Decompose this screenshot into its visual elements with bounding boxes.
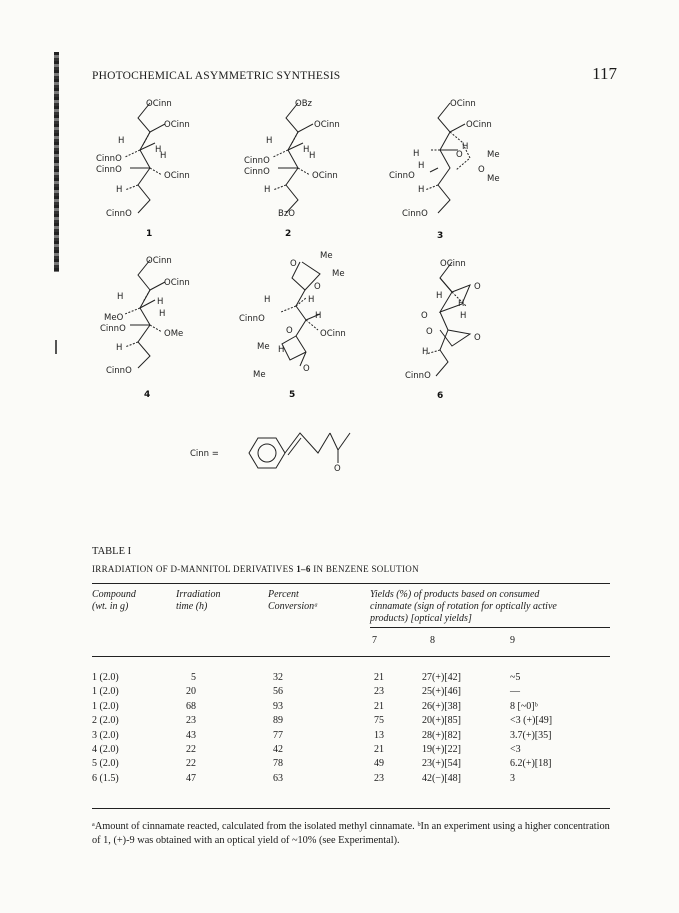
- svg-text:H: H: [315, 311, 322, 321]
- table-cell-compound: 5 (2.0): [92, 758, 119, 770]
- table-cell-p9: —: [510, 686, 520, 698]
- svg-text:H: H: [160, 151, 167, 161]
- table-cell-time: 5: [191, 672, 196, 683]
- svg-text:Me: Me: [487, 150, 500, 160]
- svg-text:Me: Me: [257, 342, 270, 352]
- svg-text:H: H: [436, 291, 443, 301]
- table-cell-p8: 26(+)[38]: [422, 700, 461, 712]
- svg-text:H: H: [460, 311, 467, 321]
- product-column-9: 9: [510, 635, 515, 646]
- svg-text:CinnO: CinnO: [106, 366, 132, 376]
- table-caption: IRRADIATION OF D-MANNITOL DERIVATIVES 1–6 IN BENZENE SOLUTION: [92, 564, 419, 574]
- svg-text:H: H: [303, 145, 310, 155]
- table-cell-compound: 1 (2.0): [92, 672, 119, 683]
- page-number: 117: [592, 64, 617, 83]
- table-bottom-rule: [92, 808, 610, 809]
- structure-label-2: 2: [285, 229, 292, 239]
- footnote-a: ᵃAmount of cinnamate reacted, calculated from the isolated methyl cinnamate.: [92, 821, 415, 832]
- table-cell-p9: 3: [510, 772, 515, 784]
- svg-text:Me: Me: [332, 269, 345, 279]
- table-cell-p9: 3.7(+)[35]: [510, 729, 552, 741]
- table-cell-time: 47: [186, 772, 196, 784]
- table-cell-p9: 6.2(+)[18]: [510, 758, 552, 770]
- table-cell-compound: 4 (2.0): [92, 744, 119, 755]
- svg-text:O: O: [286, 326, 293, 336]
- header-yields: Yields (%) of products based on consumed cinnamate (sign of rotation for optically active products) [optical yields]: [370, 589, 557, 624]
- svg-text:H: H: [266, 136, 273, 146]
- table-cell-compound: 1 (2.0): [92, 686, 119, 698]
- header-bottom-rule: [92, 656, 610, 657]
- structure-label-4: 4: [144, 390, 151, 400]
- table-footnotes: [92, 820, 612, 848]
- svg-text:CinnO: CinnO: [96, 165, 122, 175]
- svg-text:OMe: OMe: [164, 329, 184, 339]
- table-cell-p7: 23: [374, 686, 384, 698]
- table-cell-p9: <3: [510, 744, 521, 755]
- structure-label-5: 5: [289, 390, 296, 400]
- table-title: TABLE I: [92, 546, 132, 557]
- table-cell-p7: 23: [374, 772, 384, 784]
- svg-text:H: H: [116, 343, 123, 353]
- table-cell-conversion: 42: [273, 744, 283, 755]
- structure-6: [405, 259, 481, 401]
- product-column-7: 7: [372, 635, 377, 646]
- svg-text:O: O: [290, 259, 297, 269]
- svg-text:CinnO: CinnO: [106, 209, 132, 219]
- svg-text:OCinn: OCinn: [146, 99, 172, 109]
- table-top-rule: [92, 583, 610, 584]
- structure-2: [244, 99, 340, 239]
- running-head: PHOTOCHEMICAL ASYMMETRIC SYNTHESIS: [92, 70, 341, 82]
- structure-label-1: 1: [146, 229, 153, 239]
- svg-text:CinnO: CinnO: [96, 154, 122, 164]
- table-cell-p8: 42(−)[48]: [422, 772, 461, 784]
- table-cell-conversion: 56: [273, 686, 283, 698]
- svg-text:H: H: [118, 136, 125, 146]
- svg-text:H: H: [422, 347, 429, 357]
- svg-text:OCinn: OCinn: [450, 99, 476, 109]
- svg-text:H: H: [309, 151, 316, 161]
- svg-text:H: H: [462, 142, 469, 152]
- svg-text:Me: Me: [253, 370, 266, 380]
- svg-text:H: H: [117, 292, 124, 302]
- svg-text:O: O: [334, 464, 341, 474]
- svg-text:Me: Me: [487, 174, 500, 184]
- table-cell-p7: 75: [374, 715, 384, 727]
- svg-text:CinnO: CinnO: [244, 167, 270, 177]
- yields-subrule: [370, 627, 610, 628]
- svg-text:O: O: [421, 311, 428, 321]
- svg-text:O: O: [474, 333, 481, 343]
- table-cell-p7: 21: [374, 672, 384, 683]
- svg-text:Me: Me: [320, 251, 333, 261]
- table-cell-p9: ~5: [510, 672, 521, 683]
- header-irradiation-time: Irradiation time (h): [176, 589, 221, 612]
- svg-text:H: H: [264, 185, 271, 195]
- table-cell-p8: 27(+)[42]: [422, 672, 461, 683]
- svg-text:OCinn: OCinn: [164, 171, 190, 181]
- header-compound: Compound (wt. in g): [92, 589, 136, 612]
- svg-text:BzO: BzO: [278, 209, 295, 219]
- svg-text:H: H: [418, 185, 425, 195]
- svg-text:H: H: [159, 309, 166, 319]
- svg-text:CinnO: CinnO: [402, 209, 428, 219]
- svg-text:OCinn: OCinn: [320, 329, 346, 339]
- svg-text:OCinn: OCinn: [314, 120, 340, 130]
- table-cell-p7: 21: [374, 744, 384, 755]
- table-cell-p8: 25(+)[46]: [422, 686, 461, 698]
- table-cell-compound: 3 (2.0): [92, 729, 119, 741]
- structure-3: [389, 99, 500, 241]
- table-cell-conversion: 77: [273, 729, 283, 741]
- svg-text:CinnO: CinnO: [244, 156, 270, 166]
- svg-text:H: H: [308, 295, 315, 305]
- svg-text:CinnO: CinnO: [389, 171, 415, 181]
- svg-text:CinnO: CinnO: [100, 324, 126, 334]
- table-cell-time: 22: [186, 758, 196, 770]
- table-cell-compound: 6 (1.5): [92, 772, 119, 784]
- table-cell-time: 23: [186, 715, 196, 727]
- structure-4: [100, 256, 190, 400]
- svg-text:MeO: MeO: [104, 313, 124, 323]
- svg-text:OCinn: OCinn: [164, 120, 190, 130]
- table-cell-p8: 19(+)[22]: [422, 744, 461, 755]
- footnote-b: ᵇIn an experiment using a higher concentration of 1, (+)-9 was obtained with an optical yield of ~10% (see Experimental).: [92, 821, 610, 846]
- svg-text:O: O: [474, 282, 481, 292]
- table-cell-conversion: 89: [273, 715, 283, 727]
- table-cell-time: 20: [186, 686, 196, 698]
- svg-text:O: O: [314, 282, 321, 292]
- svg-text:H: H: [418, 161, 425, 171]
- svg-text:H: H: [155, 145, 162, 155]
- table-cell-time: 22: [186, 744, 196, 755]
- svg-text:H: H: [413, 149, 420, 159]
- table-cell-p7: 13: [374, 729, 384, 741]
- table-cell-conversion: 32: [273, 672, 283, 683]
- svg-text:O: O: [456, 150, 463, 160]
- table-cell-p9: 8 [~0]ᵇ: [510, 700, 538, 712]
- structure-label-3: 3: [437, 231, 444, 241]
- table-cell-p9: <3 (+)[49]: [510, 715, 553, 727]
- table-cell-conversion: 63: [273, 772, 283, 784]
- svg-text:O: O: [478, 165, 485, 175]
- svg-text:OCinn: OCinn: [146, 256, 172, 266]
- svg-text:OCinn: OCinn: [312, 171, 338, 181]
- structure-5: [239, 251, 346, 400]
- svg-text:H: H: [458, 299, 465, 309]
- table-cell-conversion: 93: [273, 700, 283, 712]
- table-cell-p8: 23(+)[54]: [422, 758, 461, 770]
- svg-text:OCinn: OCinn: [466, 120, 492, 130]
- svg-text:H: H: [157, 297, 164, 307]
- table-cell-p7: 49: [374, 758, 384, 770]
- table-cell-compound: 2 (2.0): [92, 715, 119, 727]
- svg-text:O: O: [303, 364, 310, 374]
- table-cell-p8: 28(+)[82]: [422, 729, 461, 741]
- svg-text:O: O: [426, 327, 433, 337]
- svg-text:OBz: OBz: [295, 99, 312, 109]
- table-cell-conversion: 78: [273, 758, 283, 770]
- table-cell-p7: 21: [374, 700, 384, 712]
- svg-text:H: H: [264, 295, 271, 305]
- table-cell-compound: 1 (2.0): [92, 700, 119, 712]
- structure-1: [96, 99, 190, 239]
- header-percent-conversion: Percent Conversionᵃ: [268, 589, 319, 612]
- svg-text:CinnO: CinnO: [239, 314, 265, 324]
- table-cell-time: 68: [186, 700, 196, 712]
- product-column-8: 8: [430, 635, 435, 646]
- svg-text:OCinn: OCinn: [440, 259, 466, 269]
- cinnamoyl-definition: [190, 433, 350, 474]
- svg-text:H: H: [116, 185, 123, 195]
- svg-text:H: H: [278, 345, 285, 355]
- cinn-definition-label: Cinn =: [190, 449, 219, 459]
- svg-text:CinnO: CinnO: [405, 371, 431, 381]
- structure-label-6: 6: [437, 391, 444, 401]
- table-cell-p8: 20(+)[85]: [422, 715, 461, 727]
- table-cell-time: 43: [186, 729, 196, 741]
- svg-text:OCinn: OCinn: [164, 278, 190, 288]
